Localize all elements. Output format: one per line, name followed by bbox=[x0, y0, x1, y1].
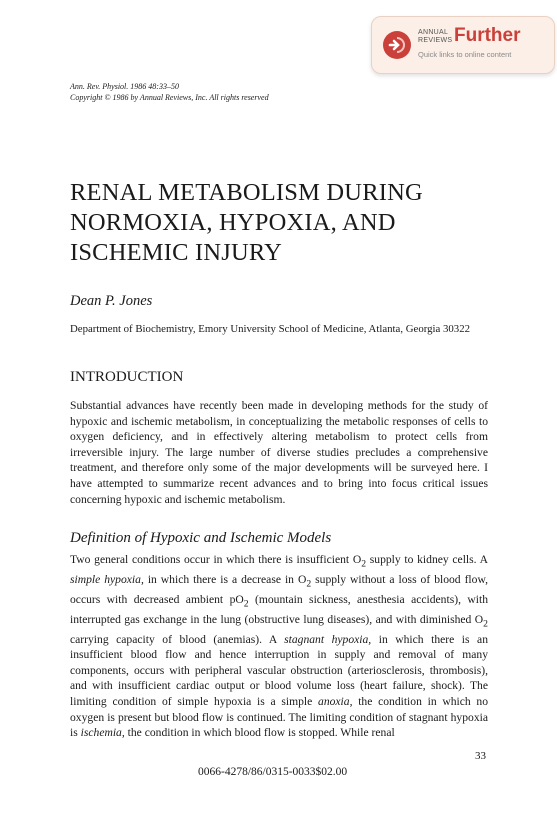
author-affiliation: Department of Biochemistry, Emory University School of Medicine, Atlanta, Georgia 30322 bbox=[70, 323, 471, 335]
issn-code: 0066-4278/86/0315-0033$02.00 bbox=[198, 766, 348, 778]
introduction-paragraph: Substantial advances have recently been made in developing methods for the study of hypoxic and ischemic metabolism, in conceptualizing the metabolic responses of cells to oxygen deficiency, and in effectively altering metabolism to protect cells from irreversible injury. The large number of diverse studies precludes a comprehensive treatment, and therefore only some of the major developments will be surveyed here. I have attempted to summarize recent advances and to bring into focus critical issues concerning hypoxic and ischemic metabolism. bbox=[70, 399, 488, 506]
journal-citation bbox=[70, 82, 269, 103]
further-tagline: Quick links to online content bbox=[418, 50, 512, 59]
article-title: RENAL METABOLISM DURING NORMOXIA, HYPOXIA, AND ISCHEMIC INJURY bbox=[70, 179, 423, 266]
author-name: Dean P. Jones bbox=[70, 293, 153, 309]
annual-reviews-further-badge[interactable] bbox=[371, 16, 555, 74]
term-stagnant-hypoxia: stagnant hypoxia, bbox=[284, 632, 372, 646]
annual-reviews-wordmark: ANNUAL REVIEWS bbox=[418, 29, 453, 44]
term-anoxia: anoxia, bbox=[318, 695, 353, 708]
citation-line: Ann. Rev. Physiol. 1986 48:33–50 bbox=[70, 82, 179, 91]
definition-paragraph: Two general conditions occur in which there is insufficient $O_2$ supply to kidney cells. A simple hypoxia, in which there is a decrease in $O_2$ supply without a loss of blood flow, occurs with decreased ambient $pO_2$ (mountain sickness, anesthesia accidents), with interrupted gas exchange in the lung (obstructive lung diseases), and with diminished $O_2$ carrying capacity of blood (anemias). A stagnant hypoxia, in which there is an insufficient blood flow and hence interruption in supply and removal of many components, occurs with peripheral vascular obstruction (arteriosclerosis, thrombosis), and with insufficient cardiac output or blood volume loss (heart failure, shock). The limiting condition of simple hypoxia is a simple anoxia, the condition in which no oxygen is present but blood flow is continued. The limiting condition of stagnant hypoxia is ischemia, the condition in which blood flow is stopped. While renal bbox=[70, 553, 488, 740]
further-logo-icon bbox=[382, 30, 412, 60]
copyright-line: Copyright © 1986 by Annual Reviews, Inc. All rights reserved bbox=[70, 92, 269, 102]
term-simple-hypoxia: simple hypoxia, bbox=[70, 572, 144, 586]
subsection-heading-definition: Definition of Hypoxic and Ischemic Models bbox=[70, 530, 332, 546]
page-number: 33 bbox=[475, 750, 486, 762]
section-heading-introduction: INTRODUCTION bbox=[70, 369, 184, 385]
term-ischemia: ischemia, bbox=[80, 726, 125, 740]
further-wordmark: Further bbox=[454, 25, 521, 46]
